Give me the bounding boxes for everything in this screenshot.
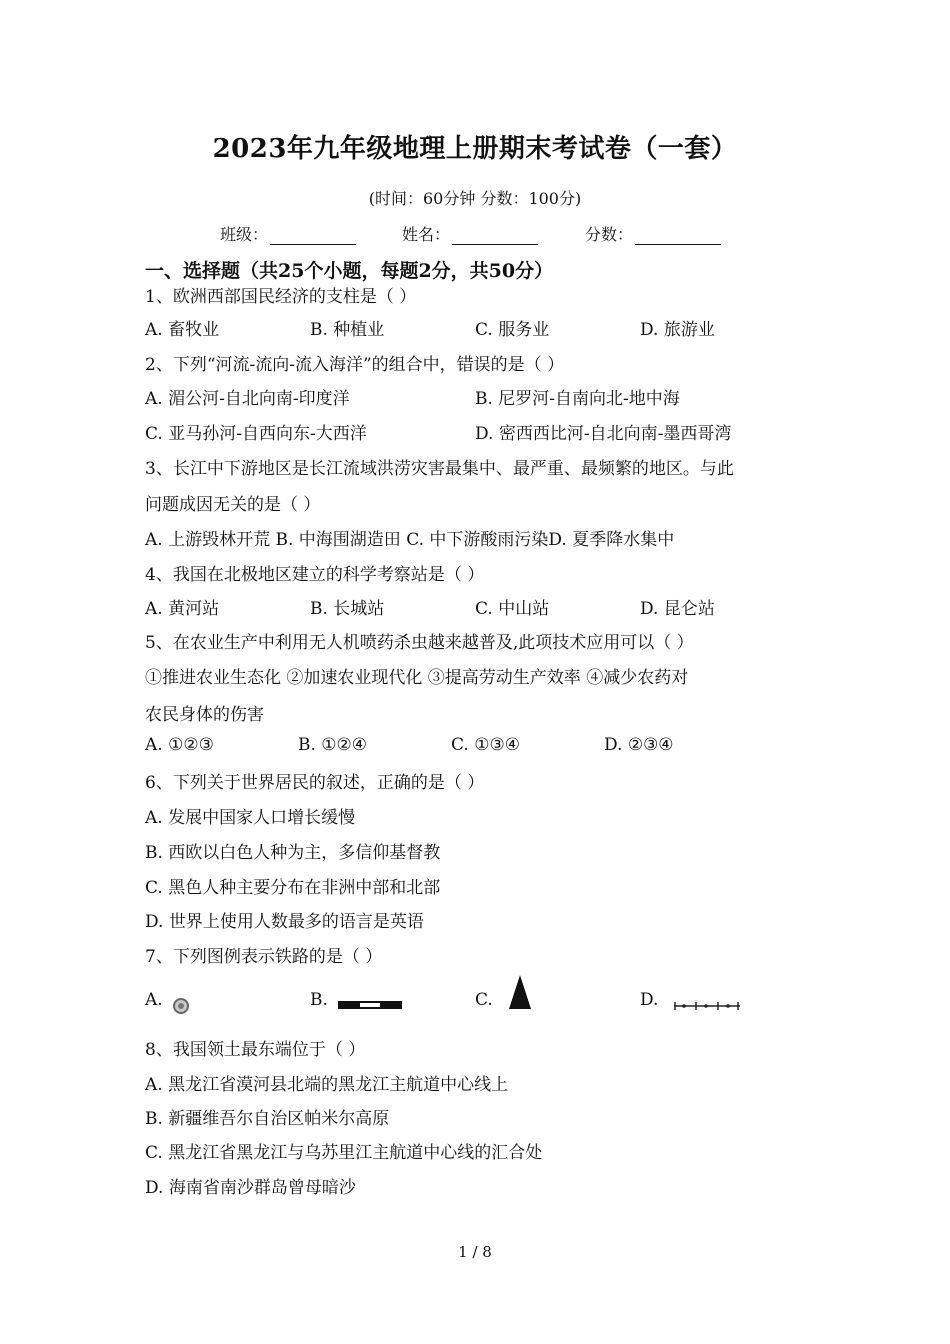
q7-option-b: B. — [310, 990, 328, 1010]
q2-option-a: A. 湄公河-自北向南-印度洋 — [145, 389, 350, 409]
q6-option-c: C. 黑色人种主要分布在非洲中部和北部 — [145, 878, 441, 898]
railway-line-icon — [338, 1000, 402, 1010]
question-4: 4、我国在北极地区建立的科学考察站是（ ） — [145, 565, 485, 585]
class-field — [220, 222, 356, 245]
question-1: 1、欧洲西部国民经济的支柱是（ ） — [145, 287, 417, 307]
question-5: 5、在农业生产中利用无人机喷药杀虫越来越普及,此项技术应用可以（ ） — [145, 633, 694, 653]
q8-option-d: D. 海南省南沙群岛曾母暗沙 — [145, 1178, 356, 1198]
q7-option-c: C. — [475, 990, 493, 1010]
q8-option-b: B. 新疆维吾尔自治区帕米尔高原 — [145, 1109, 390, 1129]
q7-option-d: D. — [640, 990, 659, 1010]
question-7: 7、下列图例表示铁路的是（ ） — [145, 947, 383, 967]
class-blank — [270, 228, 356, 245]
mountain-peak-icon — [506, 973, 534, 1011]
city-point-icon — [172, 997, 190, 1015]
q6-option-a: A. 发展中国家人口增长缓慢 — [145, 808, 356, 828]
q1-option-b: B. 种植业 — [310, 320, 385, 340]
score-field — [585, 222, 721, 245]
q1-option-d: D. 旅游业 — [640, 320, 715, 340]
page-title: 2023年九年级地理上册期末考试卷（一套） — [212, 134, 738, 164]
q4-option-b: B. 长城站 — [310, 599, 385, 619]
q5-items: ①推进农业生态化 ②加速农业现代化 ③提高劳动生产效率 ④减少农药对 — [145, 668, 689, 688]
q1-option-c: C. 服务业 — [475, 320, 550, 340]
q1-option-a: A. 畜牧业 — [145, 320, 220, 340]
q4-option-c: C. 中山站 — [475, 599, 550, 619]
q3-options: A. 上游毁林开荒 B. 中海围湖造田 C. 中下游酸雨污染D. 夏季降水集中 — [145, 530, 675, 550]
q4-option-d: D. 昆仑站 — [640, 599, 715, 619]
q2-option-c: C. 亚马孙河-自西向东-大西洋 — [145, 424, 367, 444]
q5-option-b: B. ①②④ — [298, 735, 368, 755]
name-field — [402, 222, 538, 245]
q8-option-a: A. 黑龙江省漠河县北端的黑龙江主航道中心线上 — [145, 1075, 509, 1095]
section-heading: 一、选择题（共25个小题，每题2分，共50分） — [145, 260, 554, 282]
q2-option-d: D. 密西西比河-自北向南-墨西哥湾 — [475, 424, 732, 444]
score-label: 分数： — [585, 225, 634, 244]
question-2: 2、下列“河流-流向-流入海洋”的组合中，错误的是（ ） — [145, 355, 565, 375]
page-number: 1 / 8 — [458, 1243, 492, 1261]
q7-option-a: A. — [145, 990, 163, 1010]
question-3-cont: 问题成因无关的是（ ） — [145, 495, 321, 515]
name-blank — [452, 228, 538, 245]
score-blank — [635, 228, 721, 245]
question-8: 8、我国领土最东端位于（ ） — [145, 1040, 366, 1060]
question-3: 3、长江中下游地区是长江流域洪涝灾害最集中、最严重、最频繁的地区。与此 — [145, 459, 734, 479]
q4-option-a: A. 黄河站 — [145, 599, 220, 619]
q5-option-a: A. ①②③ — [145, 735, 214, 755]
border-line-icon — [672, 1000, 742, 1012]
q5-items-cont: 农民身体的伤害 — [145, 705, 264, 725]
q5-option-c: C. ①③④ — [451, 735, 520, 755]
q6-option-d: D. 世界上使用人数最多的语言是英语 — [145, 912, 424, 932]
q6-option-b: B. 西欧以白色人种为主，多信仰基督教 — [145, 843, 441, 863]
question-6: 6、下列关于世界居民的叙述，正确的是（ ） — [145, 773, 485, 793]
exam-time-score: (时间：60分钟 分数：100分) — [368, 189, 582, 208]
q5-option-d: D. ②③④ — [604, 735, 674, 755]
class-label: 班级： — [220, 225, 269, 244]
q2-option-b: B. 尼罗河-自南向北-地中海 — [475, 389, 680, 409]
q8-option-c: C. 黑龙江省黑龙江与乌苏里江主航道中心线的汇合处 — [145, 1143, 543, 1163]
name-label: 姓名： — [402, 225, 451, 244]
